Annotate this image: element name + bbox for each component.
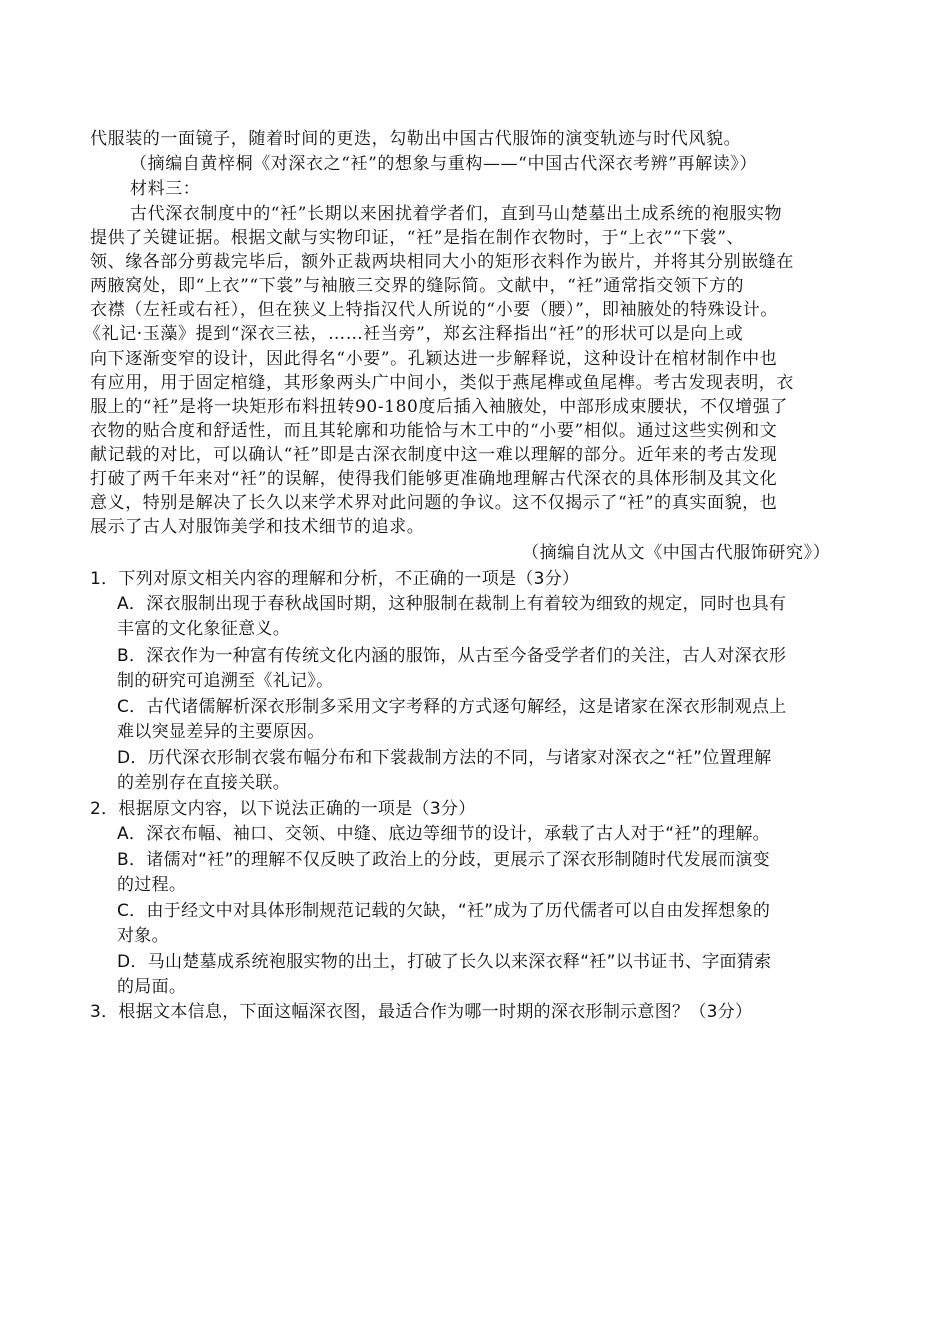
passage-line: 展示了古人对服饰美学和技术细节的追求。: [90, 517, 425, 537]
option-c: C．由于经文中对具体形制规范记载的欠缺，“衽”成为了历代儒者可以自由发挥想象的: [117, 901, 771, 921]
source-citation: （摘编自黄梓桐《对深衣之“衽”的想象与重构——“中国古代深衣考辨”再解读》）: [130, 154, 758, 174]
source-citation: （摘编自沈从文《中国古代服饰研究》）: [522, 543, 831, 563]
passage-line: 两腋窝处，即“上衣”“下裳”与袖腋三交界的缝际简。文献中，“衽”通常指交领下方的: [90, 276, 745, 296]
question-stem: 3．根据文本信息，下面这幅深衣图，最适合作为哪一时期的深衣形制示意图？（3分）: [90, 1002, 753, 1022]
passage-line: 领、缘各部分剪裁完毕后，额外正裁两块相同大小的矩形衣料作为嵌片，并将其分别嵌缝在: [90, 252, 794, 272]
material-heading: 材料三：: [130, 179, 201, 199]
option-d: D．马山楚墓成系统袍服实物的出土，打破了长久以来深衣释“衽”以书证书、字面猜索: [117, 952, 772, 972]
question-stem: 2．根据原文内容，以下说法正确的一项是（3分）: [90, 799, 476, 819]
passage-line: 服上的“衽”是将一块矩形布料扭转90-180度后插入袖腋处，中部形成束腰状，不仅增强了: [90, 397, 789, 417]
option-c-cont: 对象。: [117, 926, 169, 946]
option-c: C．古代诸儒解析深衣形制多采用文字考释的方式逐句解经，这是诸家在深衣形制观点上: [117, 697, 787, 717]
passage-line: 打破了两千年来对“衽”的误解，使得我们能够更准确地理解古代深衣的具体形制及其文化: [90, 469, 778, 489]
option-d-cont: 的差别存在直接关联。: [117, 773, 290, 793]
option-c-cont: 难以突显差异的主要原因。: [117, 722, 325, 742]
passage-line: 意义，特别是解决了长久以来学术界对此问题的争议。这不仅揭示了“衽”的真实面貌，也: [90, 493, 778, 513]
passage-line: 提供了关键证据。根据文献与实物印证，“衽”是指在制作衣物时，于“上衣”“下裳”、: [90, 228, 745, 248]
question-stem: 1．下列对原文相关内容的理解和分析，不正确的一项是（3分）: [90, 569, 580, 589]
passage-line: 《礼记·玉藻》提到“深衣三袪，……衽当旁”，郑玄注释指出“衽”的形状可以是向上或: [84, 324, 744, 344]
option-d: D．历代深衣形制衣裳布幅分布和下裳裁制方法的不同，与诸家对深衣之“衽”位置理解: [117, 748, 772, 768]
option-b: B．深衣作为一种富有传统文化内涵的服饰，从古至今备受学者们的关注，古人对深衣形: [117, 646, 787, 666]
passage-line: 衣物的贴合度和舒适性，而且其轮廓和功能恰与木工中的“小要”相似。通过这些实例和文: [90, 421, 778, 441]
option-d-cont: 的局面。: [117, 977, 187, 997]
option-a: A．深衣布幅、袖口、交领、中缝、底边等细节的设计，承载了古人对于“衽”的理解。: [117, 824, 770, 844]
passage-line: 向下逐渐变窄的设计，因此得名“小要”。孔颖达进一步解释说，这种设计在棺材制作中也: [90, 349, 778, 369]
passage-line: 古代深衣制度中的“衽”长期以来困扰着学者们，直到马山楚墓出土成系统的袍服实物: [130, 204, 783, 224]
option-a: A．深衣服制出现于春秋战国时期，这种服制在裁制上有着较为细致的规定，同时也具有: [117, 594, 787, 614]
passage-line: 有应用，用于固定棺缝，其形象两头广中间小，类似于燕尾榫或鱼尾榫。考古发现表明，衣: [90, 373, 794, 393]
passage-line: 献记载的对比，可以确认“衽”即是古深衣制度中这一难以理解的部分。近年来的考古发现: [90, 445, 778, 465]
passage-line: 衣襟（左衽或右衽），但在狭义上特指汉代人所说的“小要（腰）”，即袖腋处的特殊设计。: [90, 300, 778, 320]
passage-line: 代服装的一面镜子，随着时间的更迭，勾勒出中国古代服饰的演变轨迹与时代风貌。: [90, 129, 742, 149]
option-b-cont: 制的研究可追溯至《礼记》。: [117, 671, 334, 691]
option-b-cont: 的过程。: [117, 875, 187, 895]
option-b: B．诸儒对“衽”的理解不仅反映了政治上的分歧，更展示了深衣形制随时代发展而演变: [117, 850, 770, 870]
option-a-cont: 丰富的文化象征意义。: [117, 619, 290, 639]
